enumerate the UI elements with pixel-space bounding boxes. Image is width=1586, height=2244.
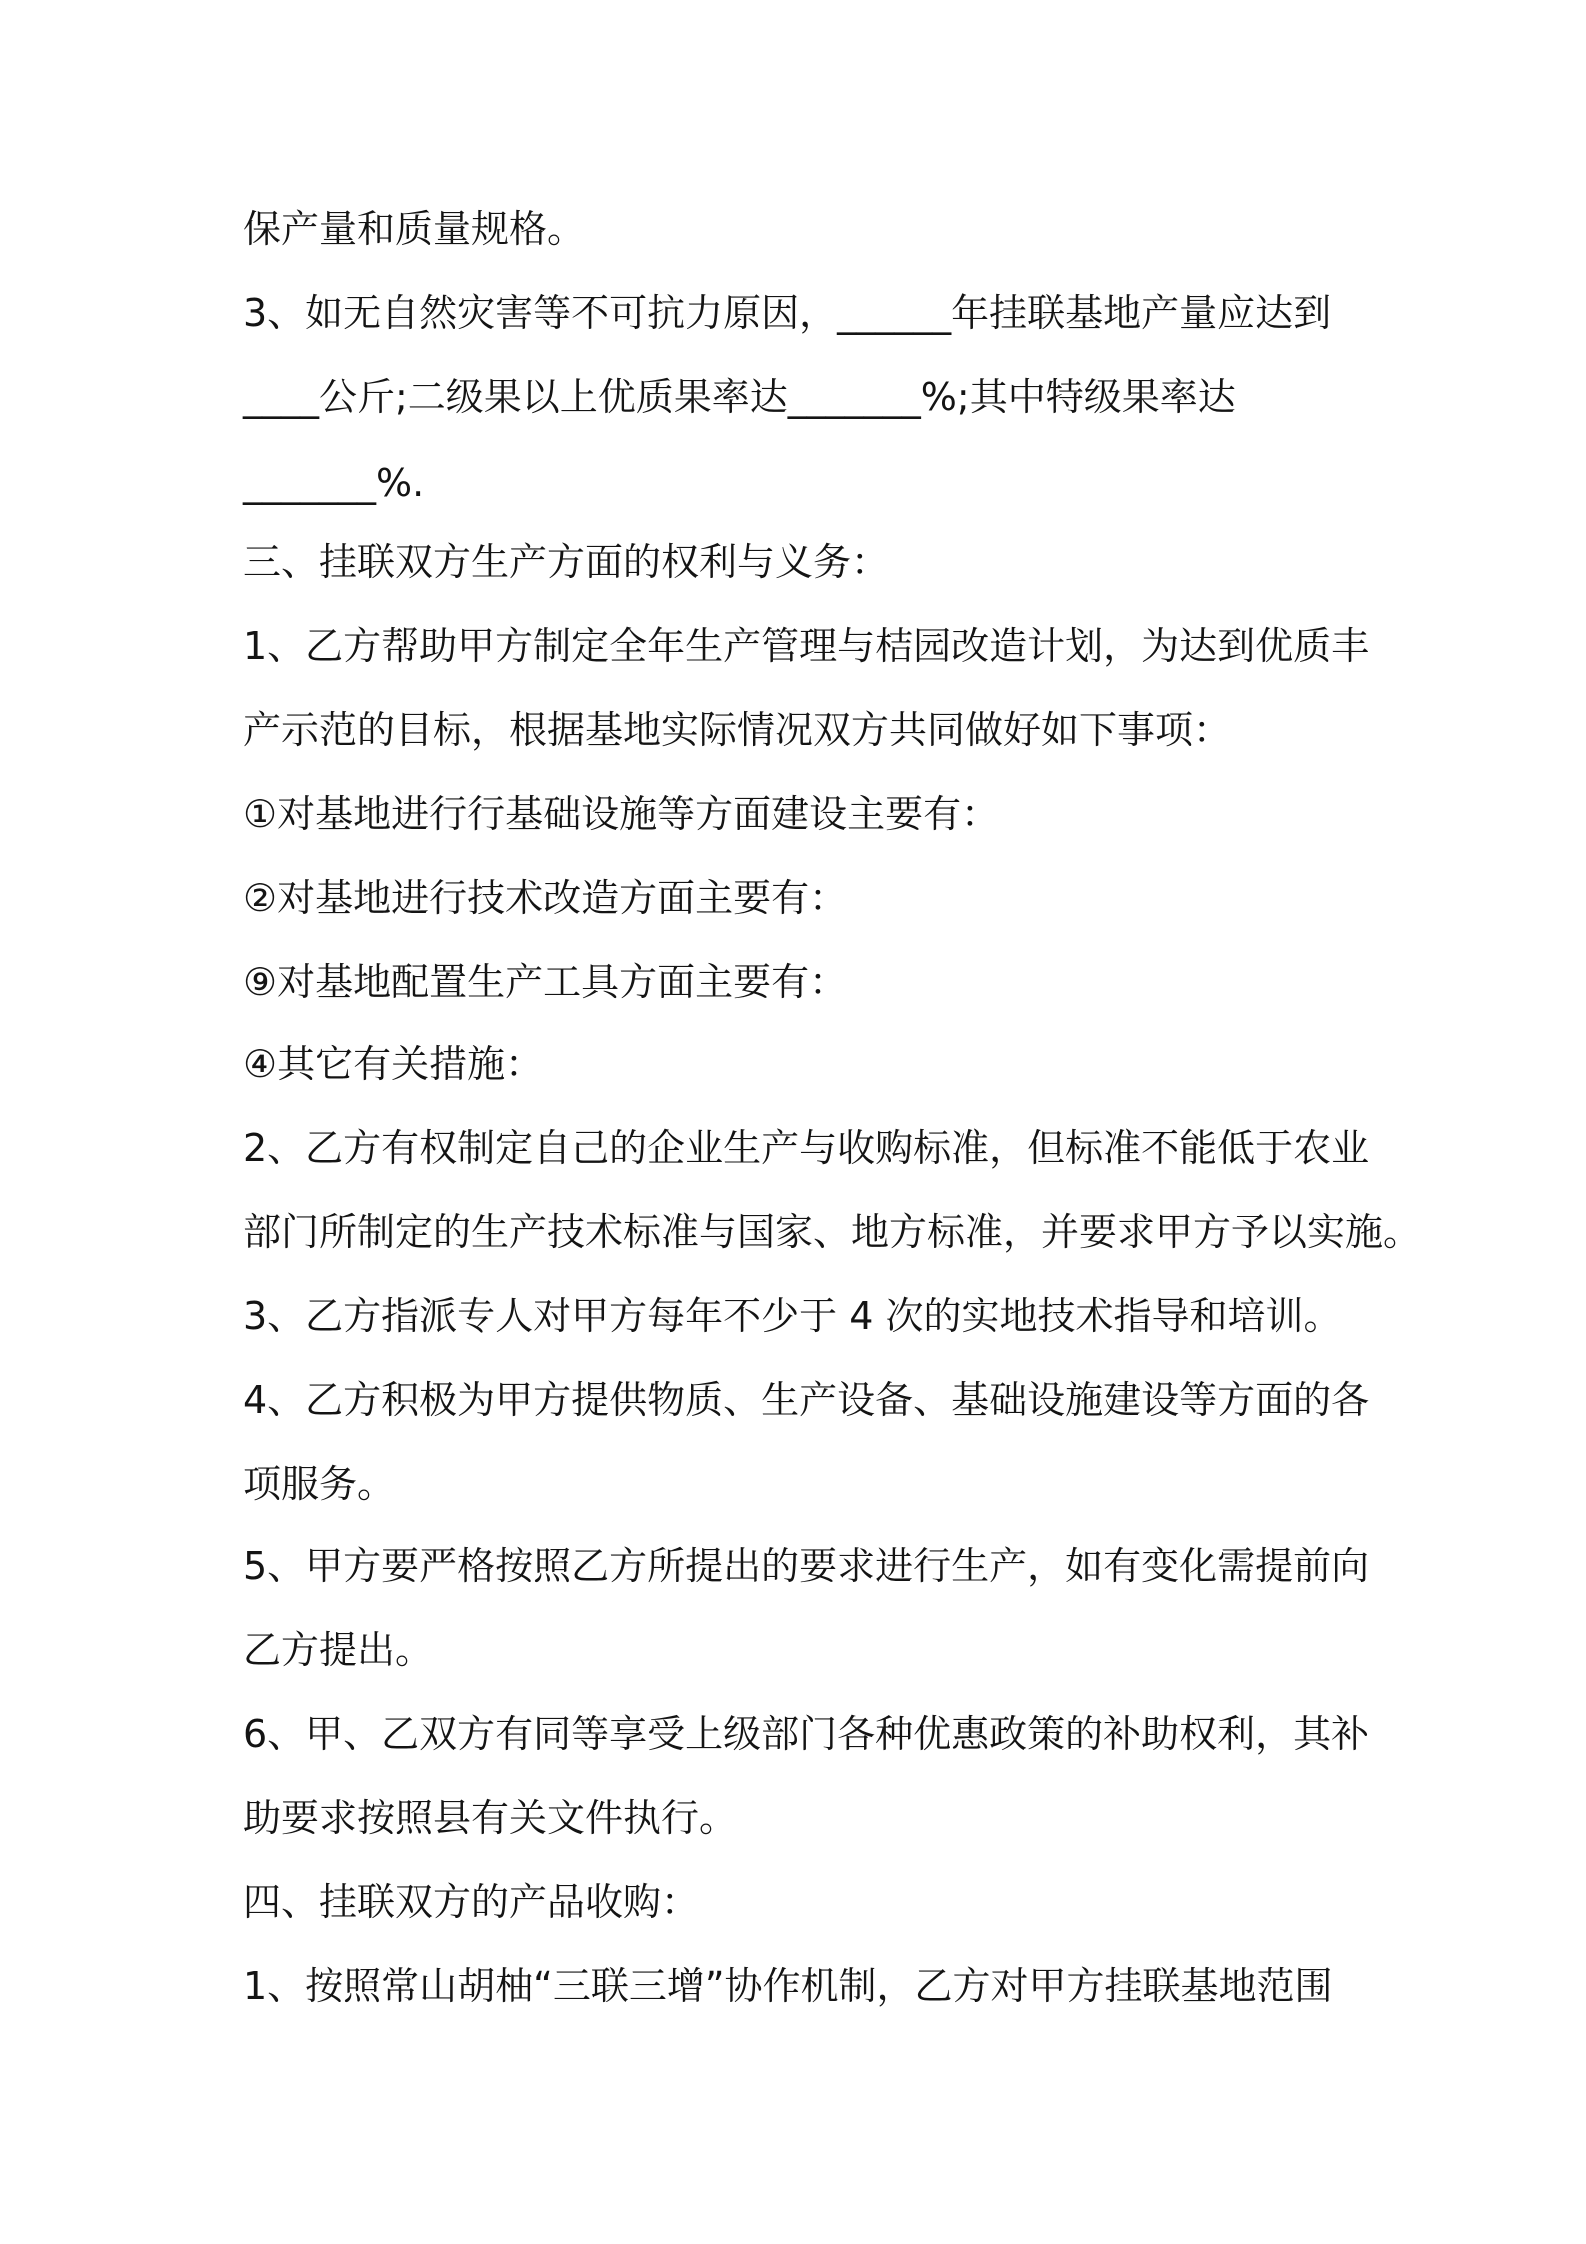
text-line: 产示范的目标，根据基地实际情况双方共同做好如下事项： [243,708,1232,752]
text-line: 助要求按照县有关文件执行。 [243,1796,738,1840]
text-line: 乙方提出。 [243,1628,434,1672]
text-line: 2、乙方有权制定自己的企业生产与收购标准，但标准不能低于农业 [243,1126,1370,1170]
section-heading: 四、挂联双方的产品收购： [243,1880,700,1924]
list-item: ①对基地进行行基础设施等方面建设主要有： [243,792,1000,836]
text-line: 3、乙方指派专人对甲方每年不少于 4 次的实地技术指导和培训。 [243,1294,1342,1338]
text-line: 1、按照常山胡柚“三联三增”协作机制，乙方对甲方挂联基地范围 [243,1964,1333,2008]
text-line: ____公斤;二级果以上优质果率达_______%;其中特级果率达 [243,375,1236,419]
text-line: 项服务。 [243,1462,396,1506]
text-line: 5、甲方要严格按照乙方所提出的要求进行生产，如有变化需提前向 [243,1544,1370,1588]
text-line: 6、甲、乙双方有同等享受上级部门各种优惠政策的补助权利，其补 [243,1712,1370,1756]
text-line: 保产量和质量规格。 [243,207,586,251]
text-line: _______%. [243,461,425,505]
list-item: ⑨对基地配置生产工具方面主要有： [243,960,848,1004]
text-line: 部门所制定的生产技术标准与国家、地方标准，并要求甲方予以实施。 [243,1210,1422,1254]
list-item: ②对基地进行技术改造方面主要有： [243,876,848,920]
text-line: 4、乙方积极为甲方提供物质、生产设备、基础设施建设等方面的各 [243,1378,1370,1422]
list-item: ④其它有关措施： [243,1042,544,1086]
section-heading: 三、挂联双方生产方面的权利与义务： [243,540,890,584]
text-line: 3、如无自然灾害等不可抗力原因，______年挂联基地产量应达到 [243,291,1332,335]
text-line: 1、乙方帮助甲方制定全年生产管理与桔园改造计划，为达到优质丰 [243,624,1370,668]
